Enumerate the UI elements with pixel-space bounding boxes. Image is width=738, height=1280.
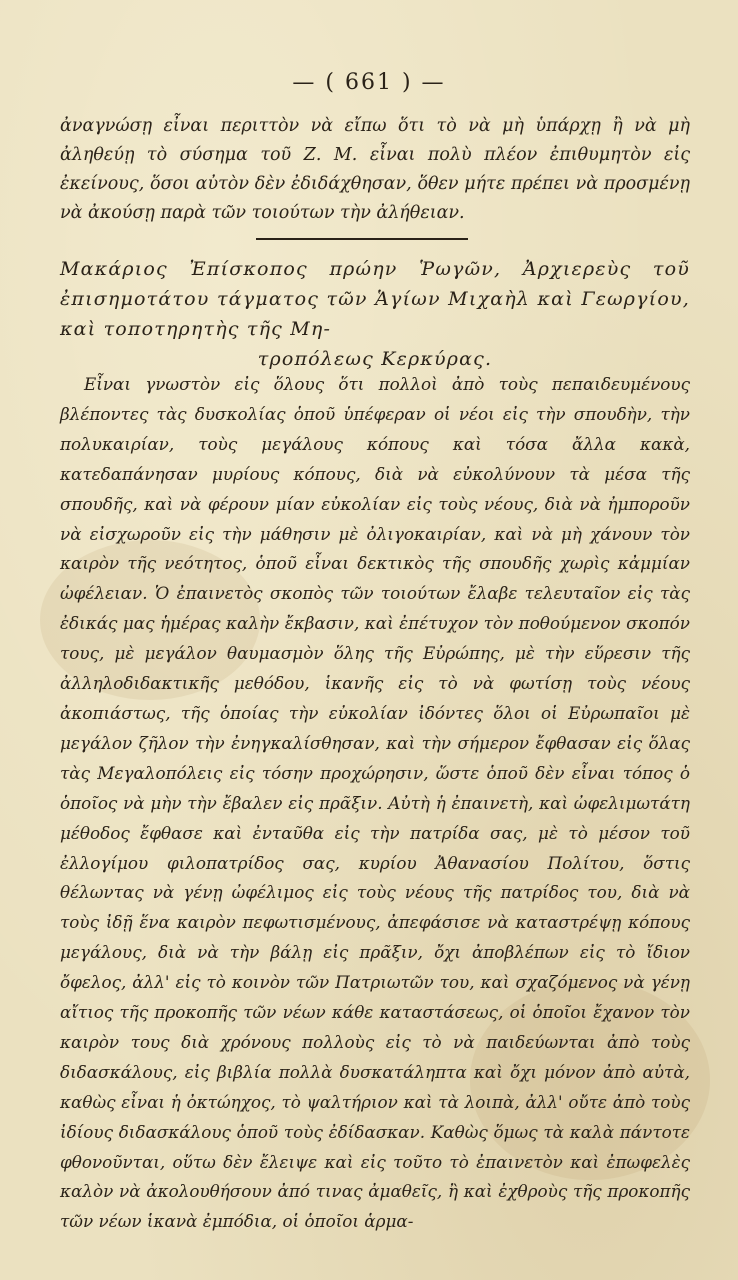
byline-text: Μακάριος Ἐπίσκοπος πρώην Ῥωγῶν, Ἀρχιερεὺς τοῦ ἐπισημοτάτου τάγματος τῶν Ἁγίων Μιχαὴλ καὶ Γεωργίου, καὶ τοποτηρητὴς τῆς Μη- [60,258,690,340]
section-divider [256,238,468,240]
author-byline [60,254,690,374]
page-number-header: — ( 661 ) — [292,70,446,95]
intro-paragraph: ἀναγνώσῃ εἶναι περιττὸν νὰ εἴπω ὅτι τὸ νὰ μὴ ὑπάρχῃ ἢ νὰ μὴ ἀληθεύῃ τὸ σύσημα τοῦ Ζ. Μ. εἶναι πολὺ πλέον ἐπιθυμητὸν εἰς ἐκείνους, ὅσοι αὐτὸν δὲν ἐδιδάχθησαν, ὅθεν μήτε πρέπει νὰ προσμένῃ νὰ ἀκούσῃ παρὰ τῶν τοιούτων τὴν ἀλήθειαν. [60,116,690,223]
byline-last-line: τροπόλεως Κερκύρας. [257,348,493,370]
body-paragraph: Εἶναι γνωστὸν εἰς ὅλους ὅτι πολλοὶ ἀπὸ τοὺς πεπαιδευμένους βλέποντες τὰς δυσκολίας ὁποῦ ὑπέφεραν οἱ νέοι εἰς τὴν σπουδὴν, τὴν πολυκαιρίαν, τοὺς μεγάλους κόπους καὶ τόσα ἄλλα κακὰ, κατεδαπάνησαν μυρίους κόπους, διὰ νὰ εὐκολύνουν τὰ μέσα τῆς σπουδῆς, καὶ νὰ φέρουν μίαν εὐκολίαν εἰς τοὺς νέους, διὰ νὰ ἠμποροῦν νὰ εἰσχωροῦν εἰς τὴν μάθησιν μὲ ὀλιγοκαιρίαν, καὶ νὰ μὴ χάνουν τὸν καιρὸν τῆς νεότητος, ὁποῦ εἶναι δεκτικὸς τῆς σπουδῆς χωρὶς κἀμμίαν ὠφέλειαν. Ὁ ἐπαινετὸς σκοπὸς τῶν τοιούτων ἔλαβε τελευταῖον εἰς τὰς ἐδικάς μας ἡμέρας καλὴν ἔκβασιν, καὶ ἐπέτυχον τὸν ποθούμενον σκοπόν τους, μὲ μεγάλον θαυμασμὸν ὅλης τῆς Εὐρώπης, μὲ τὴν εὕρεσιν τῆς ἀλληλοδιδακτικῆς μεθόδου, ἱκανῆς εἰς τὸ νὰ φωτίσῃ τοὺς νέους ἀκοπιάστως, τῆς ὁποίας τὴν εὐκολίαν ἰδόντες ὅλοι οἱ Εὐρωπαῖοι μὲ μεγάλον ζῆλον τὴν ἐνηγκαλίσθησαν, καὶ τὴν σήμερον ἔφθασαν εἰς ὅλας τὰς Μεγαλοπόλεις εἰς τόσην προχώρησιν, ὥστε ὁποῦ δὲν εἶναι τόπος ὁ ὁποῖος νὰ μὴν τὴν ἔβαλεν εἰς πρᾶξιν. Αὐτὴ ἡ ἐπαινετὴ, καὶ ὠφελιμωτάτη μέθοδος ἔφθασε καὶ ἐνταῦθα εἰς τὴν πατρίδα σας, μὲ τὸ μέσον τοῦ ἐλλογίμου φιλοπατρίδος σας, κυρίου Ἀθανασίου Πολίτου, ὅστις θέλωντας νὰ γένῃ ὠφέλιμος εἰς τοὺς νέους τῆς πατρίδος του, διὰ νὰ τοὺς ἰδῇ ἕνα καιρὸν πεφωτισμένους, ἀπεφάσισε νὰ καταστρέψῃ κόπους μεγάλους, διὰ νὰ τὴν βάλῃ εἰς πρᾶξιν, ὄχι ἀποβλέπων εἰς τὸ ἴδιον ὄφελος, ἀλλ' εἰς τὸ κοινὸν τῶν Πατριωτῶν του, καὶ σχαζόμενος νὰ γένῃ αἴτιος τῆς προκοπῆς τῶν νέων κάθε καταστάσεως, οἱ ὁποῖοι ἔχανον τὸν καιρὸν τους διὰ χρόνους πολλοὺς εἰς τὸ νὰ παιδεύωνται ἀπὸ τοὺς διδασκάλους, εἰς βιβλία πολλὰ δυσκατάληπτα καὶ ὄχι μόνον ἀπὸ αὐτὰ, καθὼς εἶναι ἡ ὀκτώηχος, τὸ ψαλτήριον καὶ τὰ λοιπὰ, ἀλλ' οὔτε ἀπὸ τοὺς ἰδίους διδασκάλους ὁποῦ τοὺς ἐδίδασκαν. Καθὼς ὅμως τὰ καλὰ πάντοτε φθονοῦνται, οὕτω δὲν ἔλειψε καὶ εἰς τοῦτο τὸ ἐπαινετὸν καὶ ἐπωφελὲς καλὸν νὰ ἀκολουθήσουν ἀπό τινας ἀμαθεῖς, ἢ καὶ ἐχθροὺς τῆς προκοπῆς τῶν νέων ἱκανὰ ἐμπόδια, οἱ ὁποῖοι ἁρμα- [60,374,690,1232]
